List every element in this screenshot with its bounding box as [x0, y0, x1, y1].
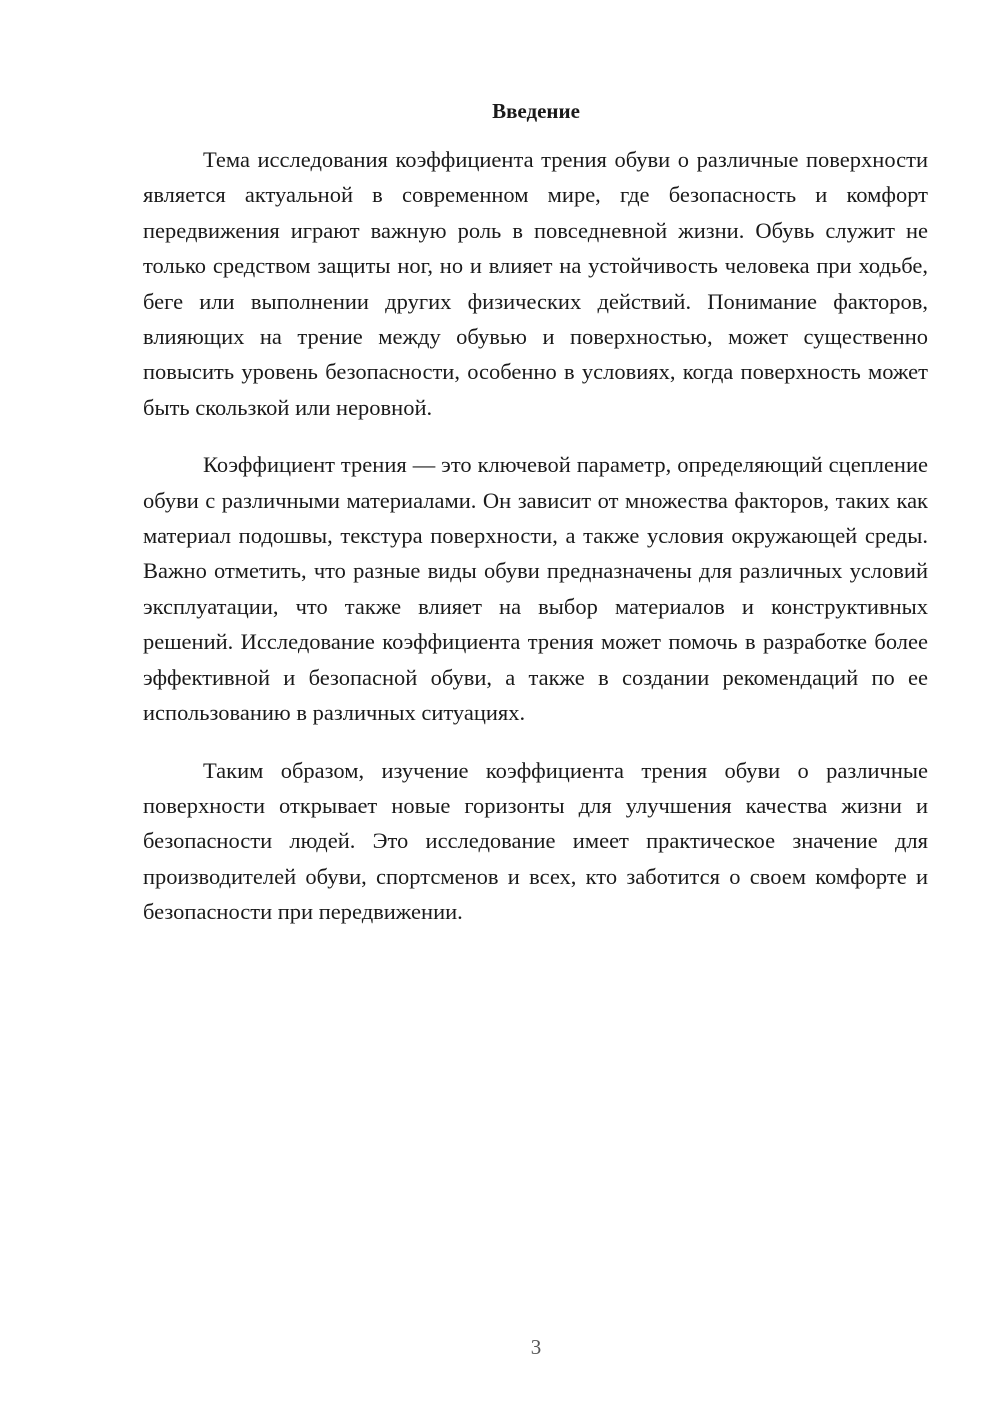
paragraph-intro: Тема исследования коэффициента трения обуви о различные поверхности является актуальной в современном мире, где безопасность и комфорт передвижения играют важную роль в повседневной жизни. Обувь служит не только средством защиты ног, но и влияет на устойчивость человека при ходьбе, беге или выполнении других физических действий. Понимание факторов, влияющих на трение между обувью и поверхностью, может существенно повысить уровень безопасности, особенно в условиях, когда поверхность может быть скользкой или неровной. [143, 147, 928, 420]
body-text [143, 142, 928, 952]
section-heading: Введение [492, 99, 580, 123]
page-number: 3 [530, 1335, 542, 1359]
paragraph-conclusion: Таким образом, изучение коэффициента трения обуви о различные поверхности открывает новые горизонты для улучшения качества жизни и безопасности людей. Это исследование имеет практическое значение для производителей обуви, спортсменов и всех, кто заботится о своем комфорте и безопасности при передвижении. [143, 757, 928, 925]
paragraph-friction-coefficient: Коэффициент трения — это ключевой параметр, определяющий сцепление обуви с различными материалами. Он зависит от множества факторов, таких как материал подошвы, текстура поверхности, а также условия окружающей среды. Важно отметить, что разные виды обуви предназначены для различных условий эксплуатации, что также влияет на выбор материалов и конструктивных решений. Исследование коэффициента трения может помочь в разработке более эффективной и безопасной обуви, а также в создании рекомендаций по ее использованию в различных ситуациях. [143, 452, 928, 726]
